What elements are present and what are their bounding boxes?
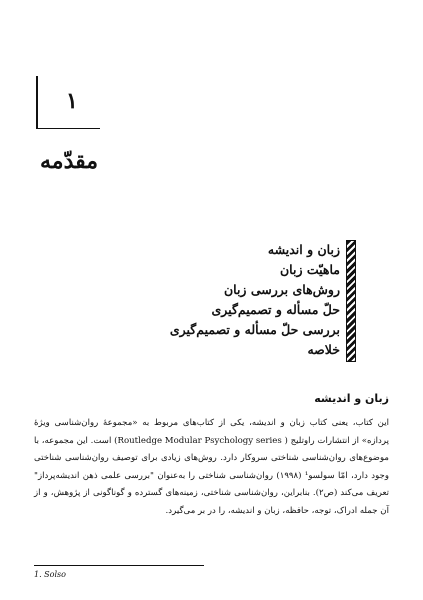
section-heading: زبان و اندیشه [314, 392, 389, 405]
contents-item-summary: خلاصه [307, 342, 340, 357]
contents-item-methods: روش‌های بررسی زبان [223, 282, 340, 297]
contents-item-study-problem-solving: بررسی حلّ مسأله و تصمیم‌گیری [169, 322, 340, 337]
contents-item-problem-solving: حلّ مسأله و تصمیم‌گیری [211, 302, 340, 317]
chapter-title: مقدّمه [40, 148, 99, 174]
footnote-divider [34, 565, 204, 566]
footnote: 1. Solso [34, 570, 66, 579]
paragraph-text: این کتاب، یعنی کتاب زبان و اندیشه، یکی از کتاب‌های مربوط به «مجموعهٔ روان‌شناسی ویژهٔ پردازه» از انتشارات راوتلیج ( Routledge Modular Psychology series) است. این مجموعه، با موضوع‌های روان‌شناسی شناختی سروکار دارد. روش‌های زیادی برای توصیف روان‌شناسی شناختی وجود دارد، امّا سولسو¹ (۱۹۹۸) روان‌شناسی شناختی را به‌عنوان "بررسی علمی ذهن اندیشه‌پرداز" تعریف می‌کند (ص۲). بنابراین، روان‌شناسی شناختی، زمینه‌های گسترده و گوناگونی از پژوهش، و از آن جمله ادراک، توجه، حافظه، زبان و اندیشه، را در بر می‌گیرد. [34, 418, 389, 516]
contents-list [169, 240, 356, 360]
chapter-number: ۱ [66, 88, 78, 114]
contents-item-nature-of-language: ماهیّت زبان [280, 262, 340, 277]
chapter-contents [169, 240, 356, 362]
contents-decorative-bar [346, 240, 356, 362]
body-paragraph [34, 415, 389, 521]
contents-item-language-thought: زبان و اندیشه [267, 242, 340, 257]
